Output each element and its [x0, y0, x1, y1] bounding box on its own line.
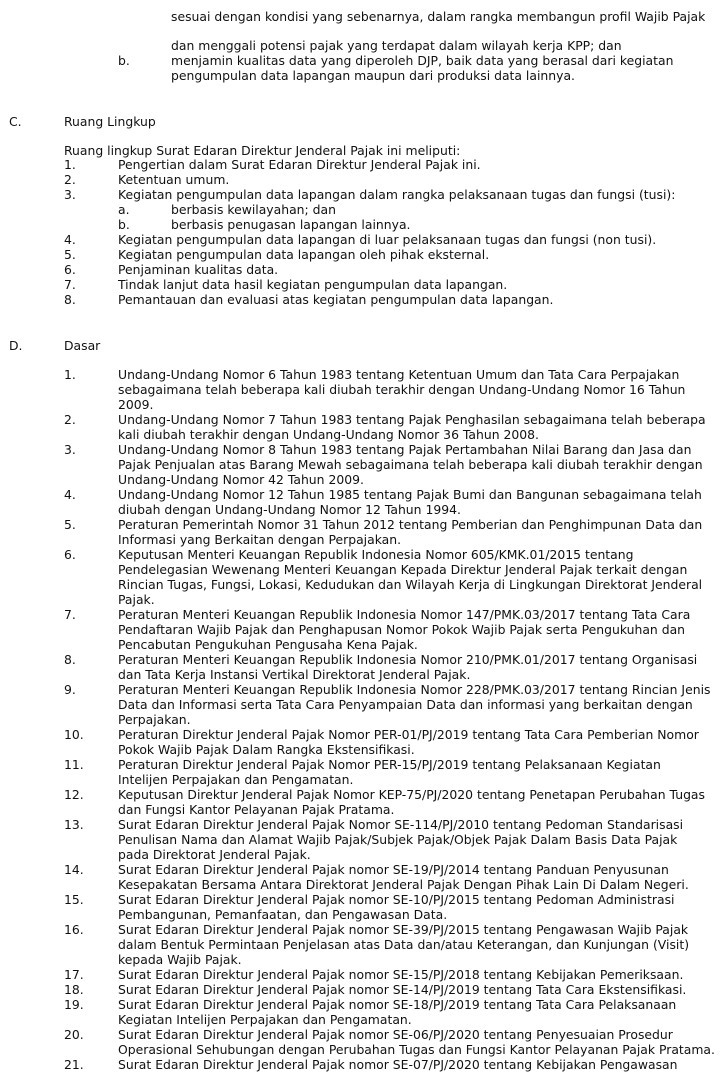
scope-item-number: 5.: [64, 247, 76, 262]
basis-item-number: 11.: [64, 757, 84, 772]
intro-item-b-line-1: menjamin kualitas data yang diperoleh DJP, baik data yang berasal dari kegiatan: [171, 53, 674, 68]
basis-item-text: Undang-Undang Nomor 6 Tahun 1983 tentang Ketentuan Umum dan Tata Cara Perpajakan: [118, 367, 680, 382]
section-d-title: Dasar: [64, 338, 101, 353]
basis-item-number: 3.: [64, 442, 76, 457]
basis-item-number: 9.: [64, 682, 76, 697]
basis-item-text: sebagaimana telah beberapa kali diubah terakhir dengan Undang-Undang Nomor 16 Tahun: [118, 382, 686, 397]
section-d-marker: D.: [9, 338, 23, 353]
basis-item-text: Surat Edaran Direktur Jenderal Pajak nomor SE-19/PJ/2014 tentang Panduan Penyusunan: [118, 862, 669, 877]
scope-item-text: Kegiatan pengumpulan data lapangan oleh pihak eksternal.: [118, 247, 490, 262]
scope-item-number: 2.: [64, 172, 76, 187]
basis-item-number: 14.: [64, 862, 84, 877]
basis-item-text: Rincian Tugas, Fungsi, Lokasi, Kedudukan dan Wilayah Kerja di Lingkungan Direktorat Jenderal: [118, 577, 703, 592]
basis-item-number: 7.: [64, 607, 76, 622]
basis-item-number: 13.: [64, 817, 84, 832]
basis-item-text: Keputusan Direktur Jenderal Pajak Nomor KEP-75/PJ/2020 tentang Penetapan Perubahan Tugas: [118, 787, 705, 802]
basis-item-text: Peraturan Menteri Keuangan Republik Indonesia Nomor 210/PMK.01/2017 tentang Organisasi: [118, 652, 698, 667]
basis-item-text: Peraturan Menteri Keuangan Republik Indonesia Nomor 147/PMK.03/2017 tentang Tata Cara: [118, 607, 691, 622]
scope-item-number: 6.: [64, 262, 76, 277]
basis-item-number: 21.: [64, 1057, 84, 1072]
basis-item-text: Surat Edaran Direktur Jenderal Pajak nomor SE-14/PJ/2019 tentang Tata Cara Ekstensifikasi.: [118, 982, 687, 997]
basis-item-text: Pendaftaran Wajib Pajak dan Penghapusan Nomor Pokok Wajib Pajak serta Pengukuhan dan: [118, 622, 686, 637]
basis-item-text: Surat Edaran Direktur Jenderal Pajak nomor SE-15/PJ/2018 tentang Kebijakan Pemeriksaan.: [118, 967, 684, 982]
intro-item-b-line-2: pengumpulan data lapangan maupun dari produksi data lainnya.: [171, 68, 575, 83]
scope-sub-item-text: berbasis kewilayahan; dan: [171, 202, 336, 217]
basis-item-text: Surat Edaran Direktur Jenderal Pajak nomor SE-10/PJ/2015 tentang Pedoman Administrasi: [118, 892, 675, 907]
basis-item-text: Undang-Undang Nomor 42 Tahun 2009.: [118, 472, 364, 487]
section-c-marker: C.: [9, 114, 22, 129]
scope-item-number: 7.: [64, 277, 76, 292]
scope-item-number: 4.: [64, 232, 76, 247]
basis-item-text: Informasi yang Berkaitan dengan Perpajakan.: [118, 532, 402, 547]
basis-item-text: Pajak Penjualan atas Barang Mewah sebagaimana telah beberapa kali diubah terakhir dengan: [118, 457, 703, 472]
basis-item-text: dan Fungsi Kantor Pelayanan Pajak Pratama.: [118, 802, 395, 817]
scope-item-number: 8.: [64, 292, 76, 307]
scope-item-text: Ketentuan umum.: [118, 172, 230, 187]
scope-item-text: Pengertian dalam Surat Edaran Direktur Jenderal Pajak ini.: [118, 157, 481, 172]
basis-item-text: Perpajakan.: [118, 712, 191, 727]
basis-item-number: 15.: [64, 892, 84, 907]
basis-item-text: kepada Wajib Pajak.: [118, 952, 242, 967]
scope-item-text: Tindak lanjut data hasil kegiatan pengumpulan data lapangan.: [118, 277, 508, 292]
basis-item-text: Intelijen Perpajakan dan Pengamatan.: [118, 772, 354, 787]
scope-item-text: Penjaminan kualitas data.: [118, 262, 279, 277]
intro-line-2: dan menggali potensi pajak yang terdapat dalam wilayah kerja KPP; dan: [171, 38, 622, 53]
basis-item-text: Surat Edaran Direktur Jenderal Pajak nomor SE-18/PJ/2019 tentang Tata Cara Pelaksanaan: [118, 997, 677, 1012]
basis-item-text: 2009.: [118, 397, 154, 412]
scope-sub-item-text: berbasis penugasan lapangan lainnya.: [171, 217, 411, 232]
section-c-lead: Ruang lingkup Surat Edaran Direktur Jenderal Pajak ini meliputi:: [64, 143, 461, 158]
basis-item-text: Pokok Wajib Pajak Dalam Rangka Ekstensifikasi.: [118, 742, 415, 757]
basis-item-text: Peraturan Direktur Jenderal Pajak Nomor PER-01/PJ/2019 tentang Tata Cara Pemberian Nomor: [118, 727, 699, 742]
scope-item-text: Pemantauan dan evaluasi atas kegiatan pengumpulan data lapangan.: [118, 292, 554, 307]
basis-item-number: 8.: [64, 652, 76, 667]
basis-item-number: 2.: [64, 412, 76, 427]
basis-item-text: dalam Bentuk Permintaan Penjelasan atas Data dan/atau Keterangan, dan Kunjungan (Visit): [118, 937, 690, 952]
basis-item-number: 18.: [64, 982, 84, 997]
basis-item-number: 4.: [64, 487, 76, 502]
basis-item-number: 19.: [64, 997, 84, 1012]
basis-item-text: Kegiatan Intelijen Perpajakan dan Pengamatan.: [118, 1012, 412, 1027]
scope-item-text: Kegiatan pengumpulan data lapangan di luar pelaksanaan tugas dan fungsi (non tusi).: [118, 232, 657, 247]
basis-item-text: Peraturan Direktur Jenderal Pajak Nomor PER-15/PJ/2019 tentang Pelaksanaan Kegiatan: [118, 757, 661, 772]
scope-item-text: Kegiatan pengumpulan data lapangan dalam rangka pelaksanaan tugas dan fungsi (tusi):: [118, 187, 676, 202]
basis-item-number: 6.: [64, 547, 76, 562]
scope-sub-item-letter: a.: [118, 202, 130, 217]
basis-item-number: 10.: [64, 727, 84, 742]
basis-item-text: Surat Edaran Direktur Jenderal Pajak nomor SE-06/PJ/2020 tentang Penyesuaian Prosedur: [118, 1027, 673, 1042]
basis-item-text: Pajak.: [118, 592, 155, 607]
basis-item-text: Surat Edaran Direktur Jenderal Pajak nomor SE-07/PJ/2020 tentang Kebijakan Pengawasan: [118, 1057, 678, 1072]
basis-item-text: Undang-Undang Nomor 7 Tahun 1983 tentang Pajak Penghasilan sebagaimana telah beberapa: [118, 412, 706, 427]
scope-sub-item-letter: b.: [118, 217, 130, 232]
intro-line-1: sesuai dengan kondisi yang sebenarnya, dalam rangka membangun profil Wajib Pajak: [171, 9, 706, 24]
basis-item-text: Kesepakatan Bersama Antara Direktorat Jenderal Pajak Dengan Pihak Lain Di Dalam Negeri.: [118, 877, 689, 892]
basis-item-text: diubah dengan Undang-Undang Nomor 12 Tahun 1994.: [118, 502, 461, 517]
basis-item-text: Pencabutan Pengukuhan Pengusaha Kena Pajak.: [118, 637, 418, 652]
basis-item-text: pada Direktorat Jenderal Pajak.: [118, 847, 311, 862]
basis-item-number: 16.: [64, 922, 84, 937]
basis-item-number: 5.: [64, 517, 76, 532]
basis-item-text: Surat Edaran Direktur Jenderal Pajak nomor SE-39/PJ/2015 tentang Pengawasan Wajib Pajak: [118, 922, 689, 937]
basis-item-number: 1.: [64, 367, 76, 382]
basis-item-text: Peraturan Menteri Keuangan Republik Indonesia Nomor 228/PMK.03/2017 tentang Rincian Jenis: [118, 682, 711, 697]
basis-item-number: 20.: [64, 1027, 84, 1042]
basis-item-number: 17.: [64, 967, 84, 982]
basis-item-text: Peraturan Pemerintah Nomor 31 Tahun 2012 tentang Pemberian dan Penghimpunan Data dan: [118, 517, 703, 532]
basis-item-text: Penulisan Nama dan Alamat Wajib Pajak/Subjek Pajak/Objek Pajak Dalam Basis Data Pajak: [118, 832, 678, 847]
basis-item-text: dan Tata Kerja Instansi Vertikal Direktorat Jenderal Pajak.: [118, 667, 471, 682]
basis-item-text: Undang-Undang Nomor 8 Tahun 1983 tentang Pajak Pertambahan Nilai Barang dan Jasa dan: [118, 442, 692, 457]
basis-item-text: Operasional Sehubungan dengan Perubahan Tugas dan Fungsi Kantor Pelayanan Pajak Pratama.: [118, 1042, 715, 1057]
section-c-title: Ruang Lingkup: [64, 114, 156, 129]
intro-item-b-marker: b.: [118, 53, 130, 68]
basis-item-number: 12.: [64, 787, 84, 802]
basis-item-text: Data dan Informasi serta Tata Cara Penyampaian Data dan informasi yang berkaitan dengan: [118, 697, 693, 712]
basis-item-text: kali diubah terakhir dengan Undang-Undang Nomor 36 Tahun 2008.: [118, 427, 539, 442]
basis-item-text: Surat Edaran Direktur Jenderal Pajak Nomor SE-114/PJ/2010 tentang Pedoman Standarisasi: [118, 817, 684, 832]
basis-item-text: Pendelegasian Wewenang Menteri Keuangan Kepada Direktur Jenderal Pajak terkait dengan: [118, 562, 688, 577]
scope-item-number: 1.: [64, 157, 76, 172]
scope-item-number: 3.: [64, 187, 76, 202]
basis-item-text: Keputusan Menteri Keuangan Republik Indonesia Nomor 605/KMK.01/2015 tentang: [118, 547, 634, 562]
basis-item-text: Undang-Undang Nomor 12 Tahun 1985 tentang Pajak Bumi dan Bangunan sebagaimana telah: [118, 487, 702, 502]
basis-item-text: Pembangunan, Pemanfaatan, dan Pengawasan Data.: [118, 907, 448, 922]
